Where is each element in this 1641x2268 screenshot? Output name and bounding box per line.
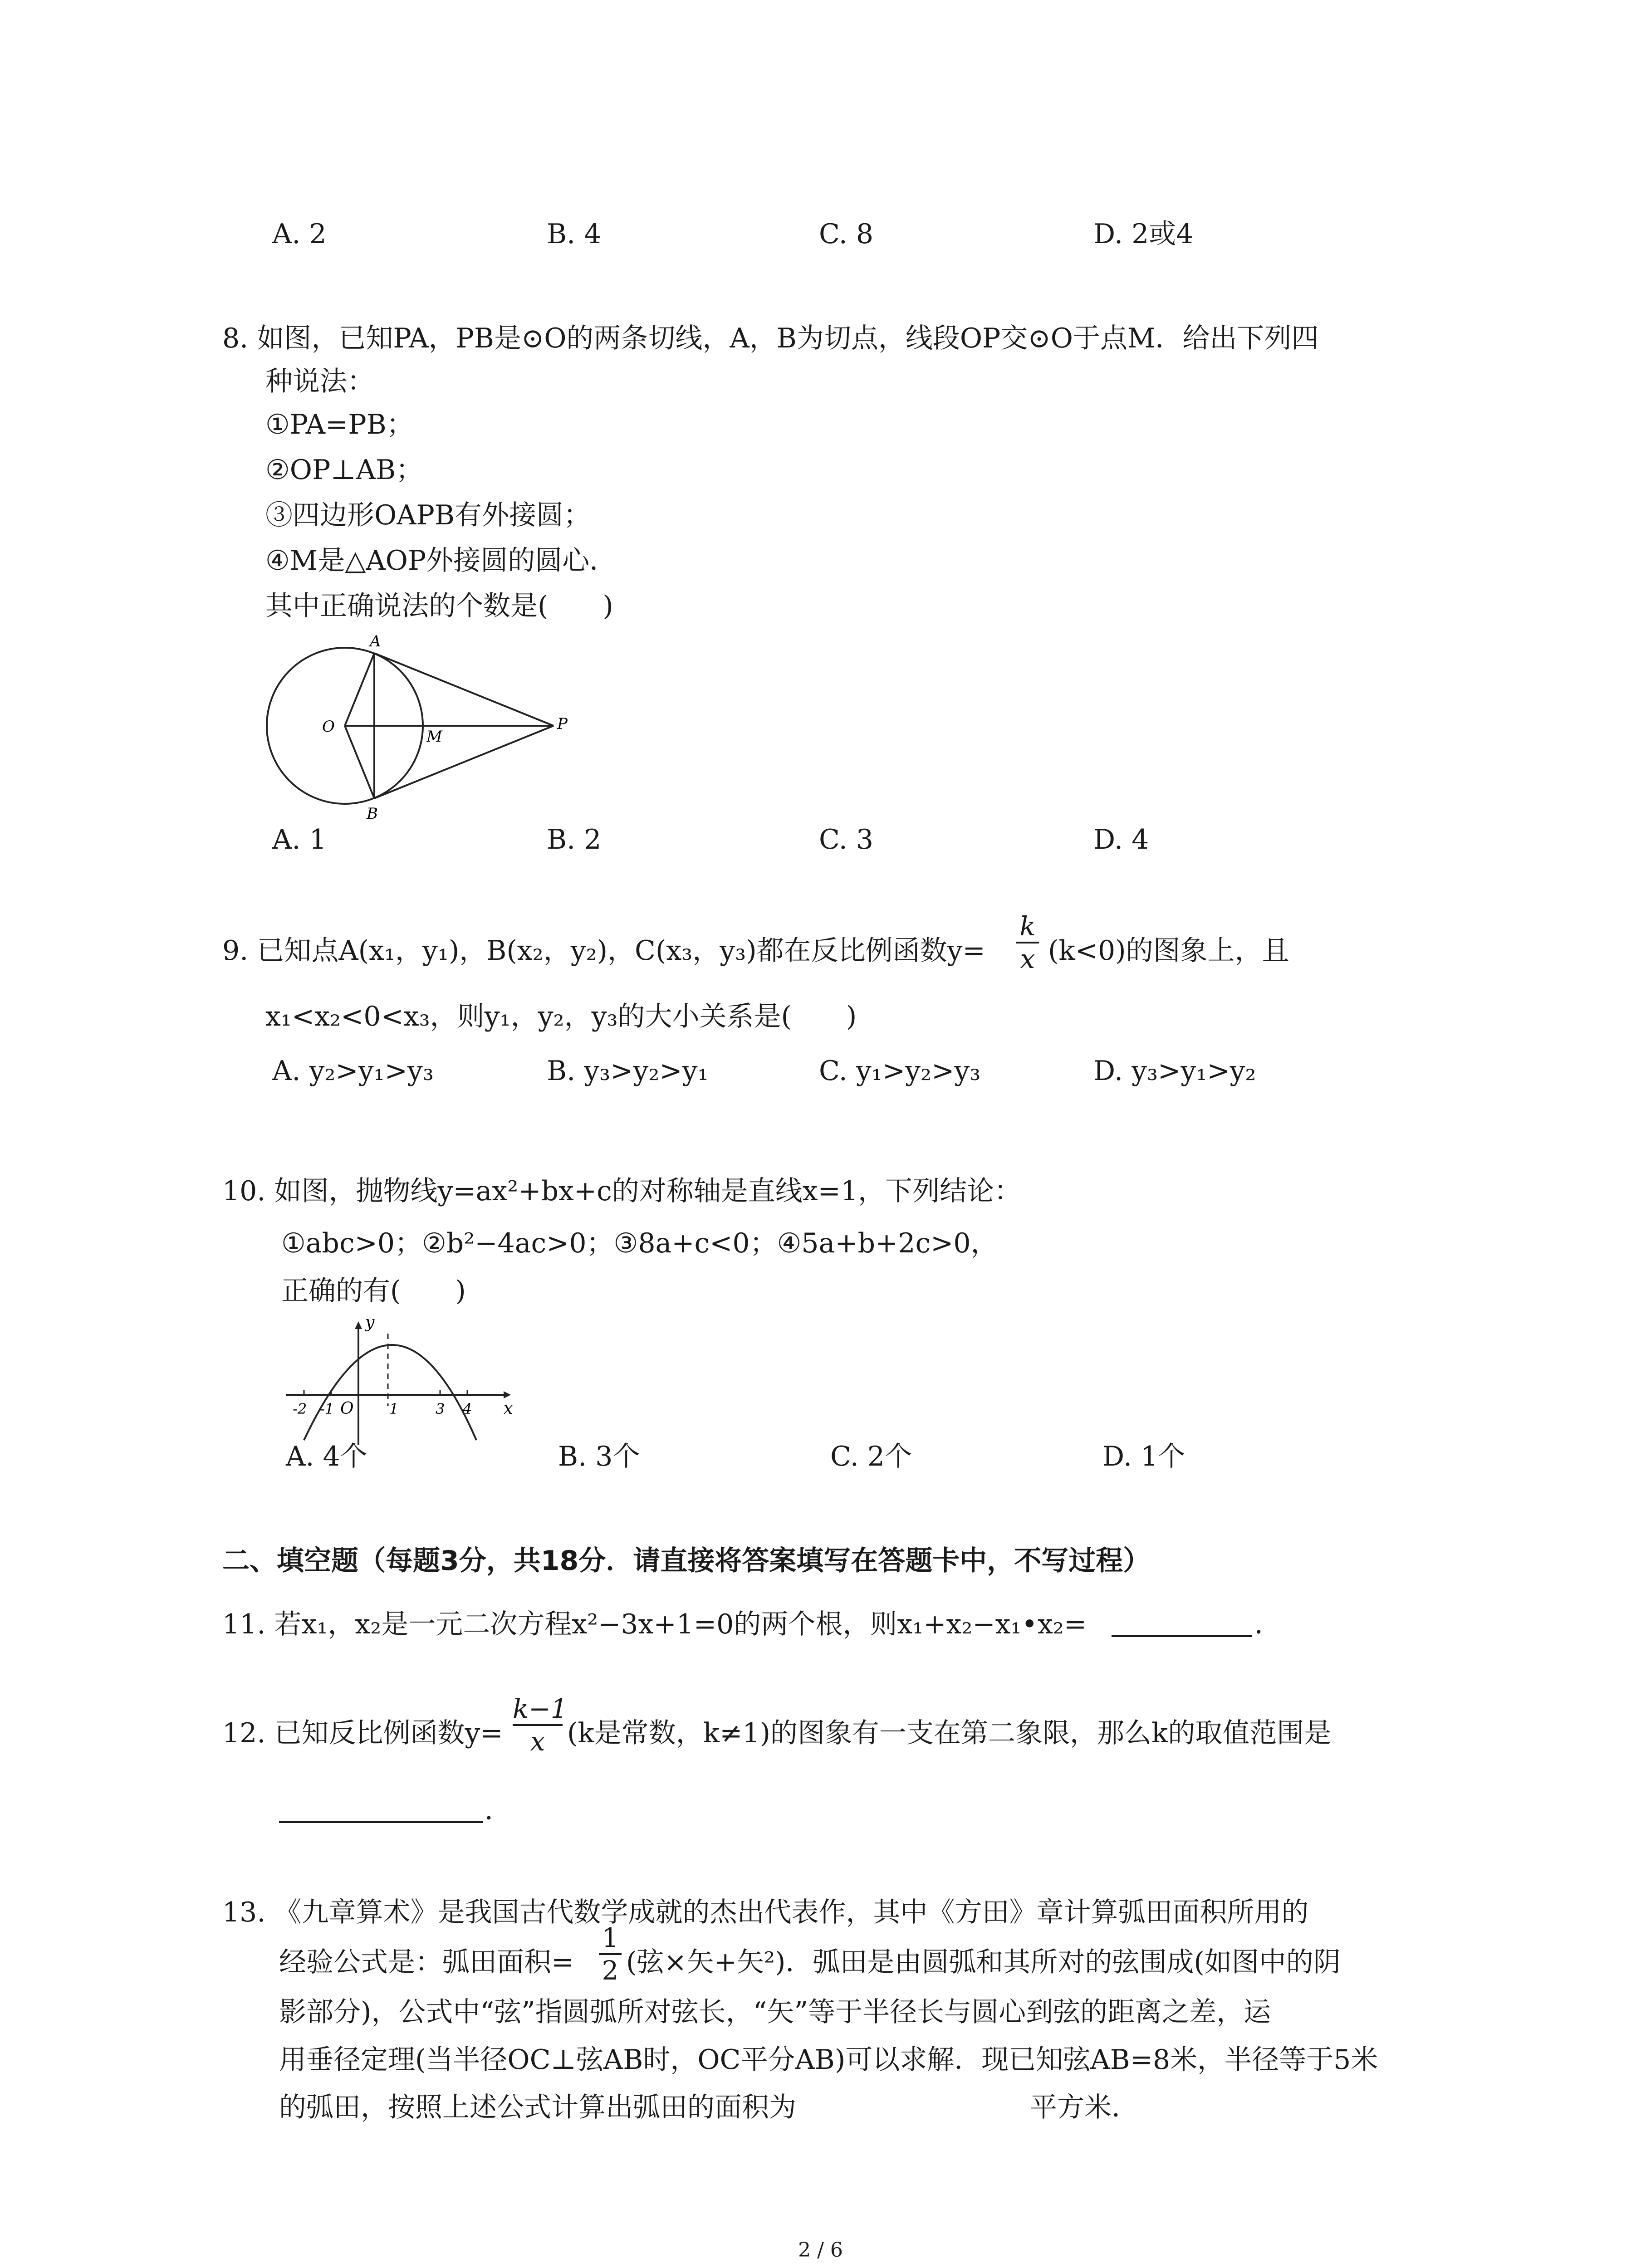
q13-line1: 13. 《九章算术》是我国古代数学成就的杰出代表作，其中《方田》章计算弧田面积所用的 — [222, 1897, 1309, 1928]
q9-option-a: A. y₂>y₁>y₃ — [272, 1055, 434, 1087]
q12-stem-post: (k是常数，k≠1)的图象有一支在第二象限，那么k的取值范围是 — [567, 1717, 1332, 1749]
q10-y-arrow — [355, 1321, 362, 1329]
q8-label-p: P — [557, 715, 568, 733]
q13-fraction — [599, 1923, 622, 1985]
q8-line-ob — [345, 726, 374, 798]
q11-answer-blank[interactable] — [1112, 1635, 1252, 1637]
q10-label-x: x — [504, 1399, 513, 1418]
q12-fraction — [513, 1693, 568, 1757]
q8-option-b: B. 2 — [547, 824, 602, 855]
q13-line2-pre: 经验公式是：弧田面积= — [279, 1946, 574, 1978]
q8-option-a: A. 1 — [272, 824, 327, 855]
q11-end: ． — [1254, 1608, 1282, 1640]
q10-label-3: 3 — [436, 1400, 445, 1418]
q13-line3: 影部分)，公式中“弦”指圆弧所对弦长，“矢”等于半径长与圆心到弦的距离之差，运 — [279, 1996, 1271, 2028]
q9-option-c: C. y₁>y₂>y₃ — [819, 1055, 981, 1087]
q8-label-m: M — [426, 728, 442, 746]
q10-label-4: 4 — [463, 1400, 472, 1418]
q10-label-m1: -1 — [320, 1400, 334, 1418]
q8-question: 其中正确说法的个数是( ) — [265, 590, 613, 622]
q8-option-d: D. 4 — [1093, 824, 1149, 855]
q10-graph — [277, 1313, 531, 1449]
q9-stem-pre: 9. 已知点A(x₁，y₁)，B(x₂，y₂)，C(x₃，y₃)都在反比例函数y= — [222, 935, 985, 967]
q10-label-o: O — [340, 1399, 354, 1418]
q8-option-c: C. 3 — [819, 824, 874, 855]
q12-stem-pre: 12. 已知反比例函数y= — [222, 1717, 503, 1749]
q10-label-y: y — [365, 1313, 375, 1332]
q10-question: 正确的有( ) — [281, 1275, 466, 1307]
q10-conditions: ①abc>0；②b²−4ac>0；③8a+c<0；④5a+b+2c>0， — [281, 1227, 998, 1259]
q8-stem-line2: 种说法： — [265, 366, 374, 397]
q13-frac-den: 2 — [602, 1955, 619, 1986]
q10-x-arrow — [504, 1391, 511, 1398]
q10-option-c: C. 2个 — [830, 1441, 912, 1472]
q8-item-1: ①PA=PB； — [265, 409, 414, 440]
q8-label-a: A — [370, 633, 381, 650]
q9-frac-num: k — [1019, 911, 1036, 942]
q10-stem: 10. 如图，抛物线y=ax²+bx+c的对称轴是直线x=1，下列结论： — [222, 1175, 1022, 1207]
q8-item-3: ③四边形OAPB有外接圆； — [265, 499, 591, 531]
q9-option-b: B. y₃>y₂>y₁ — [547, 1055, 709, 1087]
q9-option-d: D. y₃>y₁>y₂ — [1093, 1055, 1256, 1087]
q13-line2-post: (弦×矢+矢²)．弧田是由圆弧和其所对的弦围成(如图中的阴 — [626, 1946, 1341, 1978]
q10-option-a: A. 4个 — [286, 1441, 367, 1472]
q13-line5-post: 平方米． — [1030, 2092, 1139, 2123]
q8-label-o: O — [322, 718, 335, 736]
q13-frac-num: 1 — [602, 1922, 619, 1953]
q8-item-4: ④M是△AOP外接圆的圆心． — [265, 545, 617, 577]
q7-option-a: A. 2 — [272, 218, 327, 250]
q13-answer-blank[interactable] — [862, 2118, 1021, 2120]
q13-line5-pre: 的弧田，按照上述公式计算出弧田的面积为 — [279, 2092, 796, 2123]
q7-option-d: D. 2或4 — [1093, 218, 1194, 250]
q8-line-bp — [374, 726, 554, 798]
q8-figure — [254, 633, 590, 828]
q7-option-b: B. 4 — [547, 218, 602, 250]
q12-frac-den: x — [530, 1726, 545, 1757]
q9-stem-post: (k<0)的图象上，且 — [1048, 935, 1289, 967]
q8-line-ap — [374, 653, 554, 726]
q10-option-d: D. 1个 — [1102, 1441, 1185, 1472]
q8-item-2: ②OP⊥AB； — [265, 454, 423, 486]
q8-label-b: B — [367, 805, 378, 823]
q10-option-b: B. 3个 — [558, 1441, 640, 1472]
q10-label-1: 1 — [389, 1400, 399, 1418]
q9-fraction — [1016, 912, 1039, 973]
q9-line2: x₁<x₂<0<x₃，则y₁，y₂，y₃的大小关系是( ) — [265, 1001, 857, 1032]
q11-text: 11. 若x₁，x₂是一元二次方程x²−3x+1=0的两个根，则x₁+x₂−x₁•x₂= — [222, 1608, 1087, 1640]
q13-line4: 用垂径定理(当半径OC⊥弦AB时，OC平分AB)可以求解．现已知弦AB=8米，半径等于5米 — [279, 2044, 1378, 2076]
q8-line-oa — [345, 653, 374, 726]
q10-label-m2: -2 — [293, 1400, 307, 1418]
q7-option-c: C. 8 — [819, 218, 874, 250]
q12-answer-blank[interactable] — [279, 1821, 483, 1823]
q9-frac-den: x — [1020, 943, 1035, 974]
section2-heading: 二、填空题（每题3分，共18分．请直接将答案填写在答题卡中，不写过程） — [222, 1545, 1151, 1577]
q8-stem-line1: 8. 如图，已知PA，PB是⊙O的两条切线，A，B为切点，线段OP交⊙O于点M．给出下列四 — [222, 323, 1319, 354]
q10-parabola — [304, 1345, 476, 1440]
q12-end: ． — [485, 1794, 512, 1826]
q12-frac-num: k−1 — [513, 1693, 568, 1724]
page-number: 2 / 6 — [798, 2239, 843, 2262]
